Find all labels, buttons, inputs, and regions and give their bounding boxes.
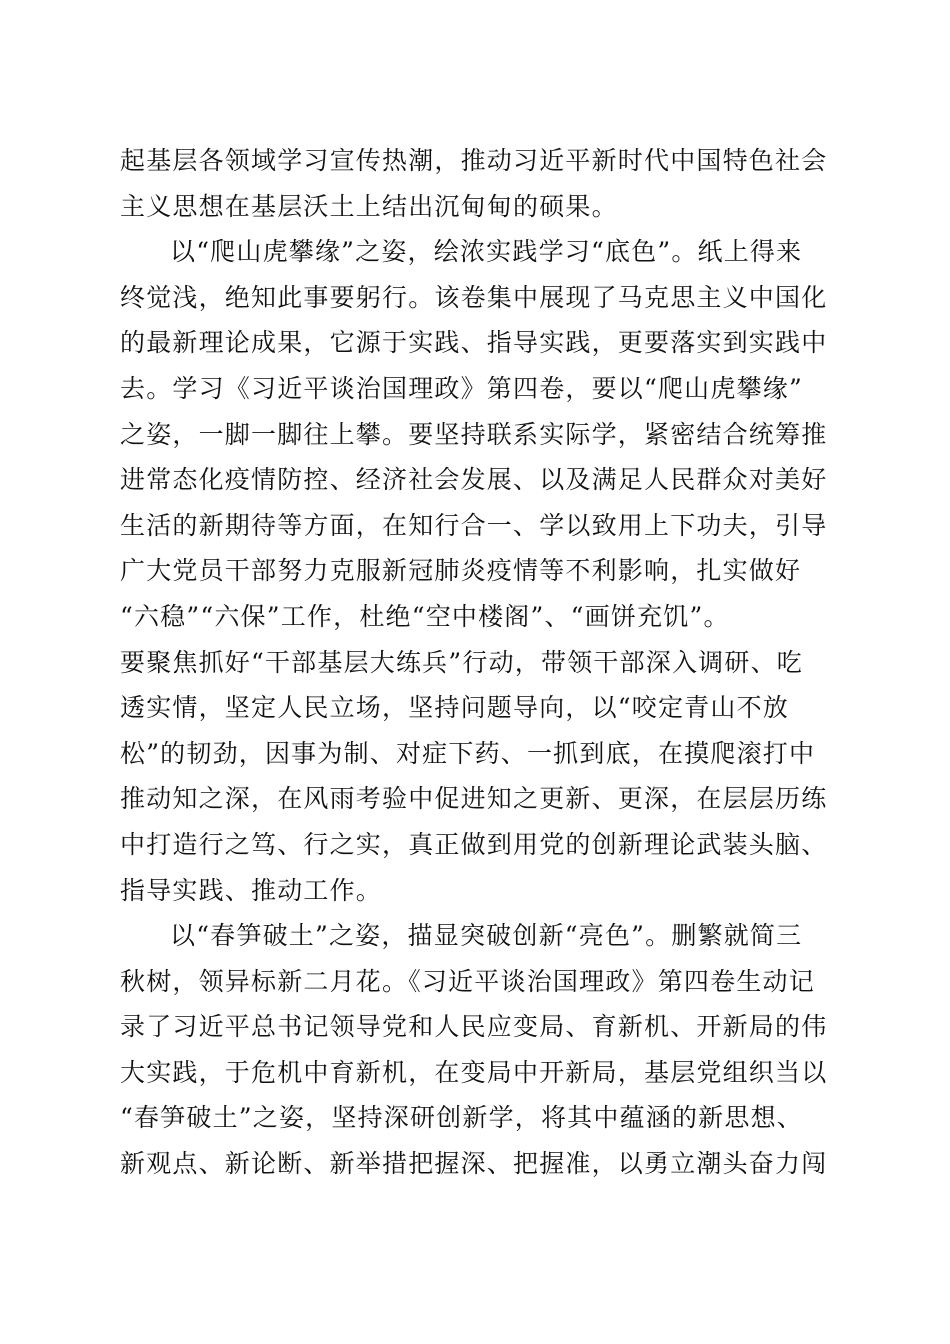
paragraph-continuation	[120, 138, 830, 229]
text-line: 中打造行之笃、行之实，真正做到用党的创新理论武装头脑、	[120, 829, 828, 859]
text-line: 终觉浅，绝知此事要躬行。该卷集中展现了马克思主义中国化	[120, 282, 828, 312]
text-line: 去。学习《习近平谈治国理政》第四卷，要以“爬山虎攀缘”	[120, 373, 803, 403]
text-line: 新观点、新论断、新举措把握深、把握准，以勇立潮头奋力闯	[120, 1149, 828, 1179]
text-line: 以“春笋破土”之姿，描显突破创新“亮色”。删繁就简三	[170, 921, 803, 951]
text-line: 秋树，领异标新二月花。《习近平谈治国理政》第四卷生动记	[120, 966, 815, 996]
text-line: 之姿，一脚一脚往上攀。要坚持联系实际学，紧密结合统筹推	[120, 419, 828, 449]
text-line: 广大党员干部努力克服新冠肺炎疫情等不利影响，扎实做好	[120, 556, 802, 586]
text-line: 主义思想在基层沃土上结出沉甸甸的硕果。	[120, 191, 618, 221]
paragraph-innovation	[120, 913, 830, 1187]
text-line: 要聚焦抓好“干部基层大练兵”行动，带领干部深入调研、吃	[120, 647, 803, 677]
text-line: 指导实践、推动工作。	[120, 875, 383, 905]
text-line: 生活的新期待等方面，在知行合一、学以致用上下功夫，引导	[120, 510, 828, 540]
text-line: 松”的韧劲，因事为制、对症下药、一抓到底，在摸爬滚打中	[120, 738, 816, 768]
text-line: 大实践，于危机中育新机，在变局中开新局，基层党组织当以	[120, 1057, 828, 1087]
text-line: 推动知之深，在风雨考验中促进知之更新、更深，在层层历练	[120, 784, 828, 814]
paragraph-practice	[120, 229, 830, 913]
body-text	[120, 138, 830, 1187]
text-line: “春笋破土”之姿，坚持深研创新学，将其中蕴涵的新思想、	[120, 1103, 803, 1133]
text-line: 进常态化疫情防控、经济社会发展、以及满足人民群众对美好	[120, 465, 828, 495]
text-line: 的最新理论成果，它源于实践、指导实践，更要落实到实践中	[120, 328, 828, 358]
text-line: 录了习近平总书记领导党和人民应变局、育新机、开新局的伟	[120, 1012, 828, 1042]
text-line: 以“爬山虎攀缘”之姿，绘浓实践学习“底色”。纸上得来	[170, 237, 803, 267]
text-line: 起基层各领域学习宣传热潮，推动习近平新时代中国特色社会	[120, 146, 828, 175]
text-line: 透实情，坚定人民立场，坚持问题导向，以“咬定青山不放	[120, 693, 789, 723]
text-line: “六稳”“六保”工作，杜绝“空中楼阁”、“画饼充饥”。	[120, 601, 730, 631]
